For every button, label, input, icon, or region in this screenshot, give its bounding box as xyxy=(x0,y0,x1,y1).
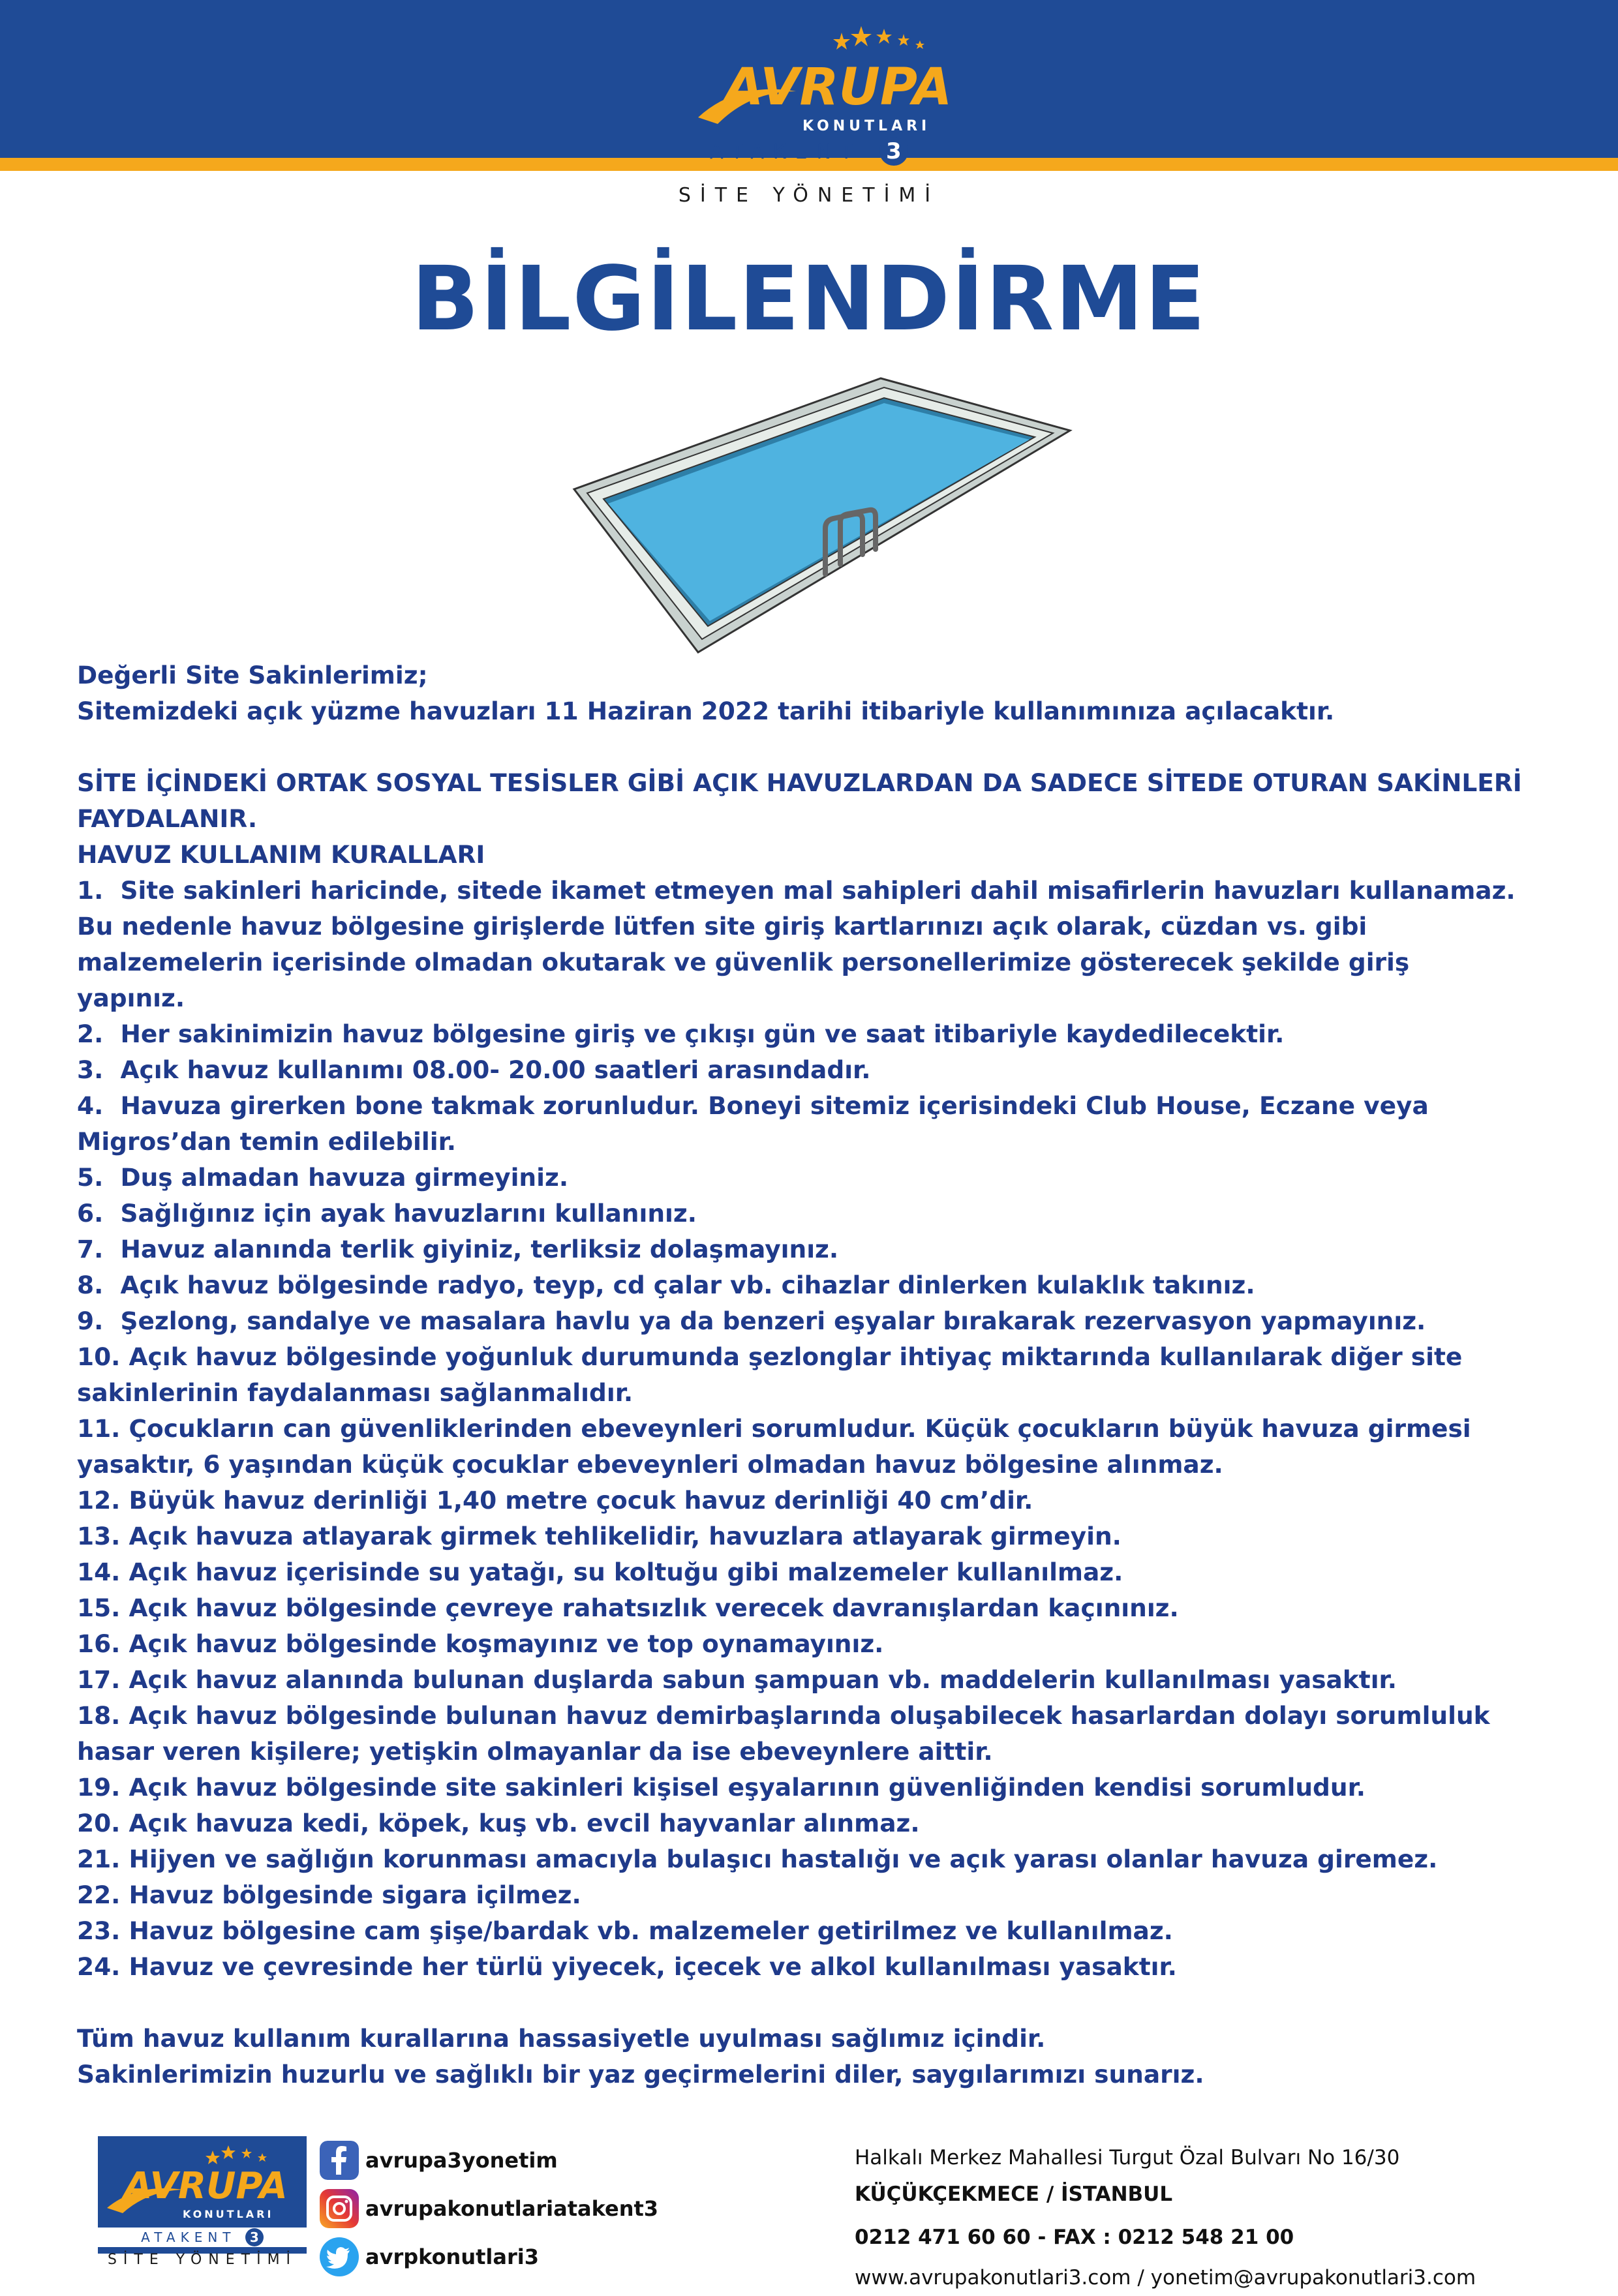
rule-text: Hijyen ve sağlığın korunması amacıyla bulaşıcı hastalığı ve açık yarası olanlar havuza giremez. xyxy=(129,1845,1438,1873)
rule-number: 18. xyxy=(77,1701,121,1730)
rule-item xyxy=(77,1841,1578,1877)
rule-item xyxy=(77,1626,1578,1662)
closing-line: Sakinlerimizin huzurlu ve sağlıklı bir yaz geçirmelerini diler, saygılarımızı sunarız. xyxy=(77,2060,1204,2089)
rule-number: 17. xyxy=(77,1665,121,1694)
rule-text: Açık havuza kedi, köpek, kuş vb. evcil hayvanlar alınmaz. xyxy=(129,1809,920,1837)
rule-text: Açık havuz alanında bulunan duşlarda sabun şampuan vb. maddelerin kullanılması yasaktır. xyxy=(129,1665,1397,1694)
rule-item-continuation xyxy=(77,980,1578,1016)
rule-number: 14. xyxy=(77,1558,121,1586)
rule-number: 4. xyxy=(77,1091,104,1120)
rule-item xyxy=(77,1483,1578,1518)
footer-brand-sub: KONUTLARI xyxy=(183,2208,274,2220)
rules-list xyxy=(77,873,1578,1985)
rule-number: 21. xyxy=(77,1845,121,1873)
rule-number: 22. xyxy=(77,1881,121,1909)
rule-number: 13. xyxy=(77,1522,121,1550)
rule-item-continuation xyxy=(77,1734,1578,1770)
rule-item xyxy=(77,1554,1578,1590)
rule-text: Açık havuza atlayarak girmek tehlikelidir, havuzlara atlayarak girmeyin. xyxy=(129,1522,1122,1550)
footer-brand-logo xyxy=(98,2136,307,2254)
twitter-icon xyxy=(320,2237,359,2276)
rule-text: Açık havuz bölgesinde site sakinleri kişisel eşyalarının güvenliğinden kendisi sorumludur. xyxy=(129,1773,1366,1802)
rule-number: 2. xyxy=(77,1020,104,1048)
rule-item-continuation xyxy=(77,909,1578,944)
rule-text: Bu nedenle havuz bölgesine girişlerde lütfen site giriş kartlarınızı açık olarak, cüzdan vs. gibi xyxy=(77,912,1367,941)
rule-text: sakinlerinin faydalanması sağlanmalıdır. xyxy=(77,1378,633,1407)
rule-number: 20. xyxy=(77,1809,121,1837)
rule-text: Açık havuz bölgesinde radyo, teyp, cd çalar vb. cihazlar dinlerken kulaklık takınız. xyxy=(120,1271,1255,1299)
rule-number: 1. xyxy=(77,876,104,905)
instagram-icon xyxy=(320,2189,359,2228)
address: Halkalı Merkez Mahallesi Turgut Özal Bulvarı No 16/30 xyxy=(855,2146,1400,2169)
twitter-handle: avrpkonutlari3 xyxy=(365,2244,539,2269)
rule-item xyxy=(77,1518,1578,1554)
rule-text: Açık havuz bölgesinde koşmayınız ve top oynamayınız. xyxy=(129,1629,884,1658)
star-icon xyxy=(833,26,924,50)
brand-logo xyxy=(685,20,959,150)
notice-line: FAYDALANIR. xyxy=(77,804,258,833)
footer-logo-mark xyxy=(98,2136,307,2231)
rule-number: 3. xyxy=(77,1055,104,1084)
footer-atakent-number: 3 xyxy=(245,2228,264,2246)
rule-item xyxy=(77,1770,1578,1805)
rule-item-continuation xyxy=(77,944,1578,980)
rule-item xyxy=(77,1698,1578,1734)
rule-number: 16. xyxy=(77,1629,121,1658)
rule-text: Açık havuz içerisinde su yatağı, su koltuğu gibi malzemeler kullanılmaz. xyxy=(129,1558,1123,1586)
footer-site-label: SİTE YÖNETİMİ xyxy=(107,2252,298,2268)
rule-item xyxy=(77,1662,1578,1698)
rule-text: Çocukların can güvenliklerinden ebeveynleri sorumludur. Küçük çocukların büyük havuza girmesi xyxy=(129,1414,1471,1443)
instagram-link[interactable] xyxy=(320,2189,842,2228)
rule-text: yapınız. xyxy=(77,984,185,1012)
rule-item-continuation xyxy=(77,1124,1578,1160)
rule-item xyxy=(77,1088,1578,1124)
rule-text: Açık havuz bölgesinde bulunan havuz demirbaşlarında oluşabilecek hasarlardan dolayı sorumluluk xyxy=(129,1701,1490,1730)
rule-item xyxy=(77,1411,1578,1447)
rule-item-continuation xyxy=(77,1447,1578,1483)
rule-number: 7. xyxy=(77,1235,104,1263)
facebook-link[interactable] xyxy=(320,2141,842,2180)
rule-text: Havuz bölgesinde sigara içilmez. xyxy=(129,1881,581,1909)
rule-text: Site sakinleri haricinde, sitede ikamet etmeyen mal sahipleri dahil misafirlerin havuzları kullanamaz. xyxy=(120,876,1516,905)
rule-number: 6. xyxy=(77,1199,104,1228)
rule-number: 23. xyxy=(77,1916,121,1945)
rule-text: Migros’dan temin edilebilir. xyxy=(77,1127,456,1156)
rule-item xyxy=(77,1303,1578,1339)
rule-text: Açık havuz bölgesinde çevreye rahatsızlık verecek davranışlardan kaçınınız. xyxy=(129,1594,1179,1622)
rule-number: 15. xyxy=(77,1594,121,1622)
rule-text: malzemelerin içerisinde olmadan okutarak ve güvenlik personellerimize gösterecek şekilde giriş xyxy=(77,948,1410,976)
rule-item xyxy=(77,1913,1578,1949)
rule-number: 24. xyxy=(77,1952,121,1981)
brand-sub: KONUTLARI xyxy=(802,118,931,134)
rule-number: 9. xyxy=(77,1307,104,1335)
rule-text: Duş almadan havuza girmeyiniz. xyxy=(120,1163,569,1192)
rule-text: Şezlong, sandalye ve masalara havlu ya da benzeri eşyalar bırakarak rezervasyon yapmayınız. xyxy=(120,1307,1426,1335)
rule-text: hasar veren kişilere; yetişkin olmayanlar da ise ebeveynlere aittir. xyxy=(77,1737,993,1766)
rule-number: 5. xyxy=(77,1163,104,1192)
facebook-handle: avrupa3yonetim xyxy=(365,2148,558,2173)
pool-illustration xyxy=(568,365,1076,665)
contact-info xyxy=(855,2139,1605,2296)
rule-item xyxy=(77,1949,1578,1985)
rule-text: Her sakinimizin havuz bölgesine giriş ve çıkışı gün ve saat itibariyle kaydedilecektir. xyxy=(120,1020,1285,1048)
rule-text: Havuz bölgesine cam şişe/bardak vb. malzemeler getirilmez ve kullanılmaz. xyxy=(129,1916,1173,1945)
rule-number: 12. xyxy=(77,1486,121,1515)
footer-atakent-label: ATAKENT xyxy=(141,2229,236,2245)
rule-item xyxy=(77,1805,1578,1841)
city: KÜÇÜKÇEKMECE / İSTANBUL xyxy=(855,2183,1173,2206)
rule-item-continuation xyxy=(77,1375,1578,1411)
star-icon xyxy=(206,2145,267,2164)
rule-item xyxy=(77,1590,1578,1626)
rule-item xyxy=(77,1196,1578,1231)
rule-text: Havuza girerken bone takmak zorunludur. Boneyi sitemiz içerisindeki Club House, Eczane veya xyxy=(120,1091,1429,1120)
notice-line: SİTE İÇİNDEKİ ORTAK SOSYAL TESİSLER GİBİ AÇIK HAVUZLARDAN DA SADECE SİTEDE OTURAN SAKİNLERİ xyxy=(77,768,1522,797)
announcement-body xyxy=(77,657,1578,2092)
footer-brand-name: AVRUPA xyxy=(124,2165,288,2207)
social-links xyxy=(320,2141,842,2286)
rule-number: 10. xyxy=(77,1342,121,1371)
phone-fax: 0212 471 60 60 - FAX : 0212 548 21 00 xyxy=(855,2226,1294,2249)
rules-heading: HAVUZ KULLANIM KURALLARI xyxy=(77,840,485,869)
site-management-label: SİTE YÖNETİMİ xyxy=(678,184,940,207)
web-email[interactable]: www.avrupakonutlari3.com / yonetim@avrupakonutlari3.com xyxy=(855,2266,1476,2289)
rule-number: 19. xyxy=(77,1773,121,1802)
rule-text: Büyük havuz derinliği 1,40 metre çocuk havuz derinliği 40 cm’dir. xyxy=(129,1486,1033,1515)
atakent-number: 3 xyxy=(879,137,908,166)
rule-item xyxy=(77,1877,1578,1913)
rule-text: Sağlığınız için ayak havuzlarını kullanınız. xyxy=(120,1199,697,1228)
rule-text: Açık havuz kullanımı 08.00- 20.00 saatleri arasındadır. xyxy=(120,1055,871,1084)
greeting: Değerli Site Sakinlerimiz; xyxy=(77,661,428,689)
closing-line: Tüm havuz kullanım kurallarına hassasiyetle uyulması sağlımız içindir. xyxy=(77,2024,1046,2053)
rule-item xyxy=(77,1016,1578,1052)
twitter-link[interactable] xyxy=(320,2237,842,2276)
atakent-badge xyxy=(0,137,1618,207)
rule-item xyxy=(77,1052,1578,1088)
rule-text: Havuz alanında terlik giyiniz, terliksiz dolaşmayınız. xyxy=(120,1235,839,1263)
rule-text: Açık havuz bölgesinde yoğunluk durumunda şezlonglar ihtiyaç miktarında kullanılarak diğer site xyxy=(129,1342,1463,1371)
rule-number: 11. xyxy=(77,1414,121,1443)
rule-text: Havuz ve çevresinde her türlü yiyecek, içecek ve alkol kullanılması yasaktır. xyxy=(129,1952,1177,1981)
rule-number: 8. xyxy=(77,1271,104,1299)
brand-name: AVRUPA xyxy=(724,58,953,117)
rule-item xyxy=(77,1267,1578,1303)
page-title: BİLGİLENDİRME xyxy=(411,248,1207,351)
rule-item xyxy=(77,1339,1578,1375)
announcement: Sitemizdeki açık yüzme havuzları 11 Haziran 2022 tarihi itibariyle kullanımınıza açılacaktır. xyxy=(77,697,1335,725)
rule-item xyxy=(77,1160,1578,1196)
rule-item xyxy=(77,1231,1578,1267)
atakent-label: ATAKENT xyxy=(710,141,862,164)
instagram-handle: avrupakonutlariatakent3 xyxy=(365,2196,659,2221)
facebook-icon xyxy=(320,2141,359,2180)
rule-text: yasaktır, 6 yaşından küçük çocuklar ebeveynleri olmadan havuz bölgesine alınmaz. xyxy=(77,1450,1223,1479)
rule-item xyxy=(77,873,1578,909)
